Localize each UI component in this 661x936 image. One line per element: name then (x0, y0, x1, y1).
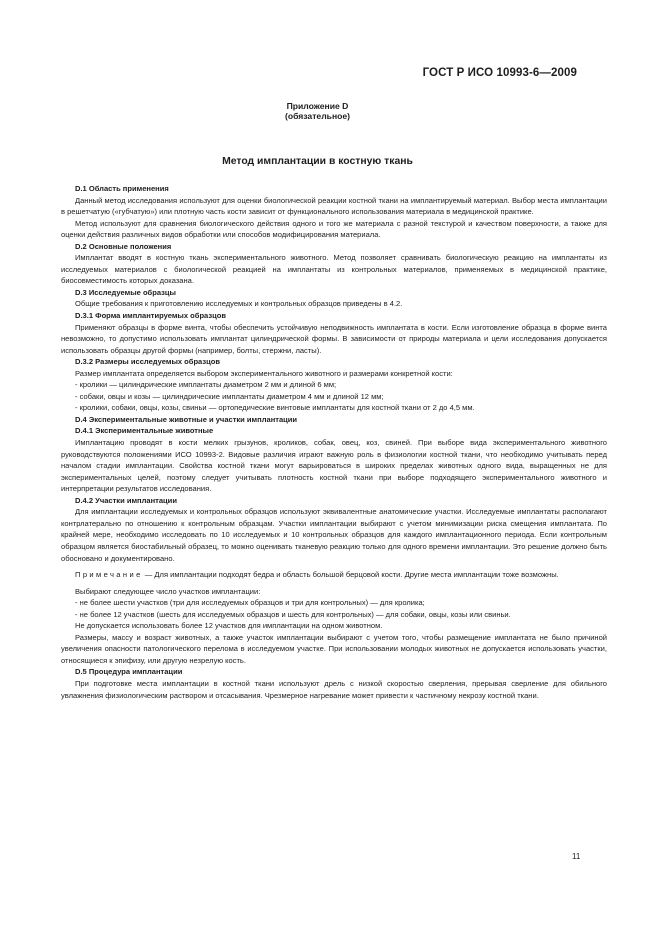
section-heading: D.3.2 Размеры исследуемых образцов (75, 357, 220, 367)
standard-header: ГОСТ Р ИСО 10993-6—2009 (422, 67, 577, 79)
page-number: 11 (572, 852, 581, 861)
section-heading: D.3.1 Форма имплантируемых образцов (75, 311, 226, 321)
annex-title: Приложение D (286, 101, 349, 111)
body-paragraph: Размеры, массу и возраст животных, а также участок имплантации выбирают с учетом того, чтобы размещение имплантата не было причиной увеличения опасности патологического перелома в исследуемом участке. При использовании молодых животных не допускается использовать участки, относящиеся к эпифизу, или другую незрелую кость. (61, 632, 607, 665)
note-text: — Для имплантации подходят бедра и область большой берцовой кости. Другие места имплантации тоже возможны. (142, 570, 559, 580)
section-heading: D.4 Экспериментальные животные и участки имплантации (75, 414, 298, 424)
body-paragraph: Данный метод исследования используют для оценки биологической реакции костной ткани на имплантируемый материал. Выбор места имплантации в решетчатую («губчатую») или плотную часть кости зависит от функционального использования материала в медицинской практике. (61, 195, 607, 217)
document-body (61, 183, 607, 701)
body-paragraph: - кролики — цилиндрические имплантаты диаметром 2 мм и длиной 6 мм; (75, 380, 337, 390)
body-paragraph: - кролики, собаки, овцы, козы, свиньи — ортопедические винтовые имплантаты для костной ткани от 2 до 4,5 мм. (75, 403, 475, 413)
body-paragraph: - не более шести участков (три для исследуемых образцов и три для контрольных) — для кролика; (75, 598, 425, 608)
body-paragraph: - не более 12 участков (шесть для исследуемых образцов и шесть для контрольных) — для собаки, овцы, козы или свиньи. (75, 609, 511, 619)
section-heading: D.4.2 Участки имплантации (75, 495, 177, 505)
body-paragraph: Имплантат вводят в костную ткань экспериментального животного. Метод позволяет сравнивать биологическую реакцию на имплантаты из исследуемых материалов с биологической реакцией на имплантаты из контрольных материалов, применяемых в медицинской практике, биосовместимость которых доказана. (61, 253, 607, 286)
body-paragraph: Не допускается использовать более 12 участков для имплантации на одном животном. (75, 621, 383, 631)
body-paragraph: - собаки, овцы и козы — цилиндрические имплантаты диаметром 4 мм и длиной 12 мм; (75, 391, 384, 401)
note-paragraph (61, 569, 607, 581)
body-paragraph: Размер имплантата определяется выбором экспериментального животного и размерами конкретной кости: (75, 368, 453, 378)
body-paragraph: Применяют образцы в форме винта, чтобы обеспечить устойчивую неподвижность имплантата в кости. Если изготовление образца в форме винта невозможно, то допустимо использовать имплантат цилиндрической формы. В зависимости от природы материала и цели исследования допускается использовать образцы другой формы (например, болты, стержни, ласты). (61, 322, 607, 355)
note-label: Примечание (75, 570, 143, 580)
main-title: Метод имплантации в костную ткань (222, 156, 413, 167)
body-paragraph: Метод используют для сравнения биологического действия одного и того же материала с разной текстурой и качеством поверхности, а также для оценки действия различных видов обработки или способов модифицирования материала. (61, 218, 607, 240)
body-paragraph: Имплантацию проводят в кости мелких грызунов, кроликов, собак, овец, коз, свиней. При выборе вида экспериментального животного руководствуются положениями ИСО 10993-2. Видовые различия играют важную роль в физиологии костной ткани, что необходимо учитывать перед началом стадии имплантации. Свойства костной ткани могут варьироваться в широких пределах животных одного вида, выращенных не для экспериментальных целей, поэтому следует учитывать плотность костной ткани при выборе подходящего экспериментального животного и интерпретации результатов исследования. (61, 438, 607, 494)
section-heading: D.2 Основные положения (75, 241, 172, 251)
body-paragraph: Общие требования к приготовлению исследуемых и контрольных образцов приведены в 4.2. (75, 299, 403, 309)
section-heading: D.4.1 Экспериментальные животные (75, 426, 214, 436)
body-paragraph: Для имплантации исследуемых и контрольных образцов используют эквивалентные анатомические участки. Исследуемые имплантаты располагают контрлатерально по отношению к контрольным образцам. Участки имплантации выбирают с учетом минимизации риска смещения имплантата. По крайней мере, необходимо исследовать по 10 исследуемых и 10 контрольных образцов для каждого имплантационного периода. Если контрольным образцом является биостабильный образец, то можно оценивать тканевую реакцию только для одного времени имплантации. Это решение должно быть обосновано и документировано. (61, 507, 607, 563)
section-heading: D.3 Исследуемые образцы (75, 287, 176, 297)
body-paragraph: При подготовке места имплантации в костной ткани используют дрель с низкой скоростью сверления, прерывая сверление для обильного увлажнения физиологическим раствором и отсасывания. Чрезмерное нагревание может привести к частичному некрозу костной ткани. (61, 678, 607, 700)
annex-status: (обязательное) (284, 111, 351, 121)
section-heading: D.5 Процедура имплантации (75, 667, 183, 677)
body-paragraph: Выбирают следующее число участков имплантации: (75, 586, 261, 596)
section-heading: D.1 Область применения (75, 184, 169, 193)
